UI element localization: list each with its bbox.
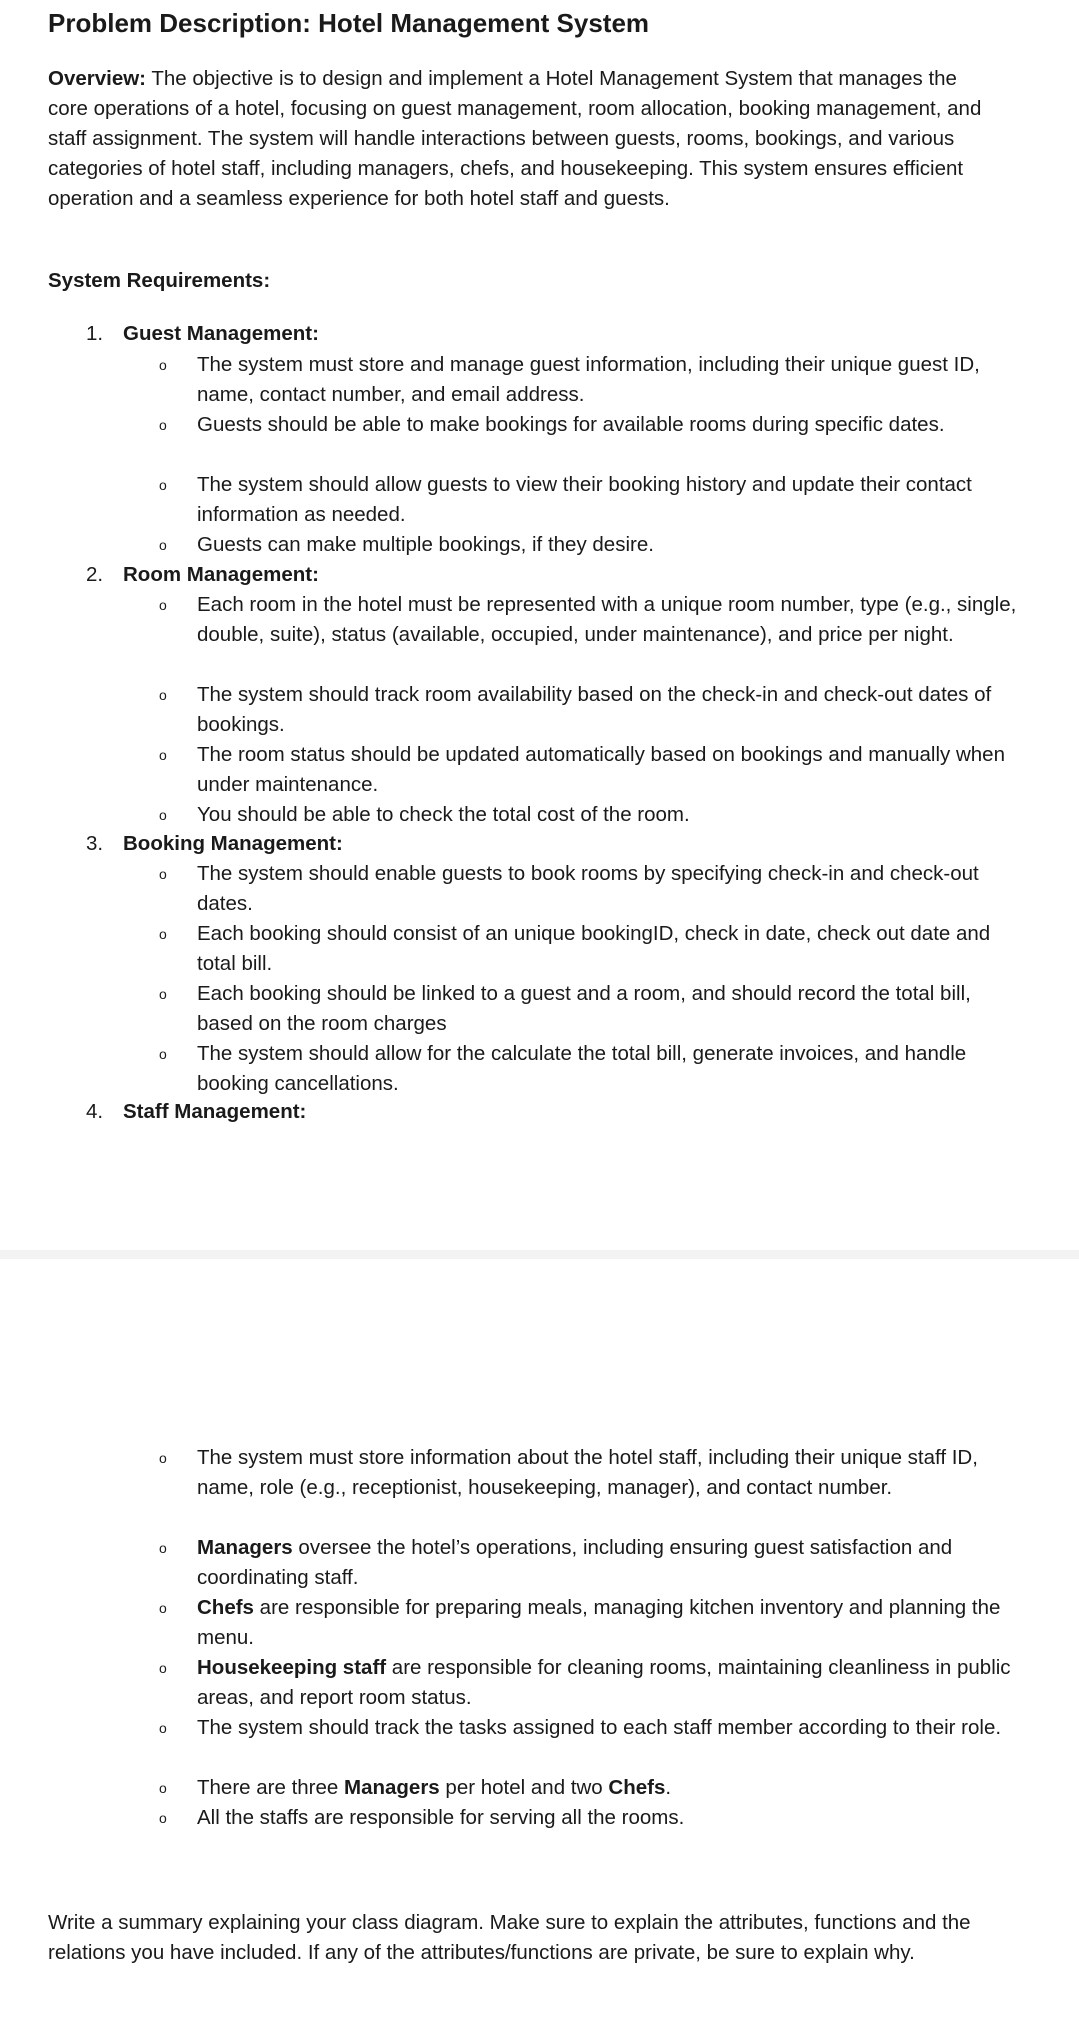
section-number: 2.: [86, 563, 104, 586]
bullet-icon: o: [159, 687, 167, 703]
list-item-text: Each booking should consist of an unique bookingID, check in date, check out date and total bill.: [197, 922, 991, 975]
bullet-icon: o: [159, 357, 167, 373]
list-item: [159, 1803, 1017, 1833]
list-item-text: are responsible for cleaning rooms, maintaining cleanliness in public areas, and report room status.: [197, 1656, 1011, 1709]
list-item-text: The system should allow guests to view their booking history and update their contact information as needed.: [197, 473, 972, 526]
list-item-text: The room status should be updated automatically based on bookings and manually when under maintenance.: [197, 743, 1005, 796]
list-item-text: The system should allow for the calculate the total bill, generate invoices, and handle booking cancellations.: [197, 1042, 967, 1095]
list-item-text: Each booking should be linked to a guest and a room, and should record the total bill, based on the room charges: [197, 982, 971, 1035]
bullet-icon: o: [159, 747, 167, 763]
list-item: [159, 1593, 1017, 1653]
section-number: 1.: [86, 322, 104, 345]
section-name: Guest Management:: [123, 322, 319, 345]
list-item: [159, 470, 1017, 530]
list-item: [159, 530, 1017, 560]
bullet-icon: o: [159, 417, 167, 433]
section-name: Booking Management:: [123, 832, 343, 855]
section-guest-management: [86, 319, 319, 349]
list-item: [159, 1713, 1017, 1743]
summary-instructions: Write a summary explaining your class diagram. Make sure to explain the attributes, functions and the relations you have included. If any of the attributes/functions are private, be sure to explain why.: [48, 1911, 971, 1964]
overview-label: Overview:: [48, 67, 146, 90]
list-item: [159, 590, 1017, 650]
list-item: [159, 1039, 1017, 1099]
bullet-icon: o: [159, 477, 167, 493]
section-booking-management: [86, 829, 343, 859]
list-item-bold: Chefs: [608, 1776, 666, 1799]
list-item-text: oversee the hotel’s operations, including ensuring guest satisfaction and coordinating staff.: [197, 1536, 953, 1589]
list-item-text: Each room in the hotel must be represented with a unique room number, type (e.g., single, double, suite), status (available, occupied, under maintenance), and price per night.: [197, 593, 1017, 646]
bullet-icon: o: [159, 1660, 167, 1676]
list-item-text: The system must store information about the hotel staff, including their unique staff ID, name, role (e.g., receptionist, housekeeping, manager), and contact number.: [197, 1446, 978, 1499]
bullet-icon: o: [159, 1540, 167, 1556]
list-item-text: All the staffs are responsible for serving all the rooms.: [197, 1806, 685, 1829]
bullet-icon: o: [159, 1450, 167, 1466]
list-item: [159, 979, 1017, 1039]
list-item: [159, 740, 1017, 800]
list-item-bold: Managers: [197, 1536, 293, 1559]
bullet-icon: o: [159, 537, 167, 553]
overview-text: The objective is to design and implement a Hotel Management System that manages the core operations of a hotel, focusing on guest management, room allocation, booking management, and staff assignment. The system will handle interactions between guests, rooms, bookings, and various categories of hotel staff, including managers, chefs, and housekeeping. This system ensures efficient operation and a seamless experience for both hotel staff and guests.: [48, 67, 982, 210]
list-item-text: are responsible for preparing meals, managing kitchen inventory and planning the menu.: [197, 1596, 1001, 1649]
section-staff-management: [86, 1097, 306, 1127]
list-item-text: per hotel and two: [439, 1776, 609, 1799]
list-item: [159, 1533, 1017, 1593]
page-break-divider: [0, 1250, 1079, 1259]
section-room-management: [86, 560, 319, 590]
bullet-icon: o: [159, 986, 167, 1002]
bullet-icon: o: [159, 597, 167, 613]
list-item-text: There are three: [197, 1776, 344, 1799]
section-name: Staff Management:: [123, 1100, 307, 1123]
list-item: [159, 1443, 1017, 1503]
bullet-icon: o: [159, 1720, 167, 1736]
page-title: Problem Description: Hotel Management System: [48, 8, 650, 38]
list-item-bold: Managers: [344, 1776, 440, 1799]
bullet-icon: o: [159, 1046, 167, 1062]
list-item: [159, 800, 1017, 830]
list-item-text: The system should track the tasks assigned to each staff member according to their role.: [197, 1716, 1002, 1739]
bullet-icon: o: [159, 866, 167, 882]
list-item-text: The system should enable guests to book rooms by specifying check-in and check-out dates.: [197, 862, 979, 915]
bullet-icon: o: [159, 1780, 167, 1796]
bullet-icon: o: [159, 1600, 167, 1616]
bullet-icon: o: [159, 1810, 167, 1826]
overview-paragraph: [48, 64, 998, 214]
bullet-icon: o: [159, 926, 167, 942]
section-name: Room Management:: [123, 563, 319, 586]
section-number: 4.: [86, 1100, 104, 1123]
list-item-text: You should be able to check the total cost of the room.: [197, 803, 690, 826]
list-item-bold: Chefs: [197, 1596, 254, 1619]
list-item: [159, 350, 1017, 410]
list-item-text: Guests can make multiple bookings, if they desire.: [197, 533, 654, 556]
list-item-bold: Housekeeping staff: [197, 1656, 387, 1679]
list-item-text: .: [665, 1776, 672, 1799]
list-item-text: Guests should be able to make bookings for available rooms during specific dates.: [197, 413, 945, 436]
requirements-heading: System Requirements:: [48, 269, 271, 292]
section-number: 3.: [86, 832, 104, 855]
list-item-text: The system should track room availability based on the check-in and check-out dates of bookings.: [197, 683, 992, 736]
list-item: [159, 1653, 1017, 1713]
list-item-text: The system must store and manage guest information, including their unique guest ID, name, contact number, and email address.: [197, 353, 980, 406]
list-item: [159, 859, 1017, 919]
list-item: [159, 680, 1017, 740]
list-item: [159, 1773, 1017, 1803]
list-item: [159, 919, 1017, 979]
list-item: [159, 410, 1017, 440]
bullet-icon: o: [159, 807, 167, 823]
